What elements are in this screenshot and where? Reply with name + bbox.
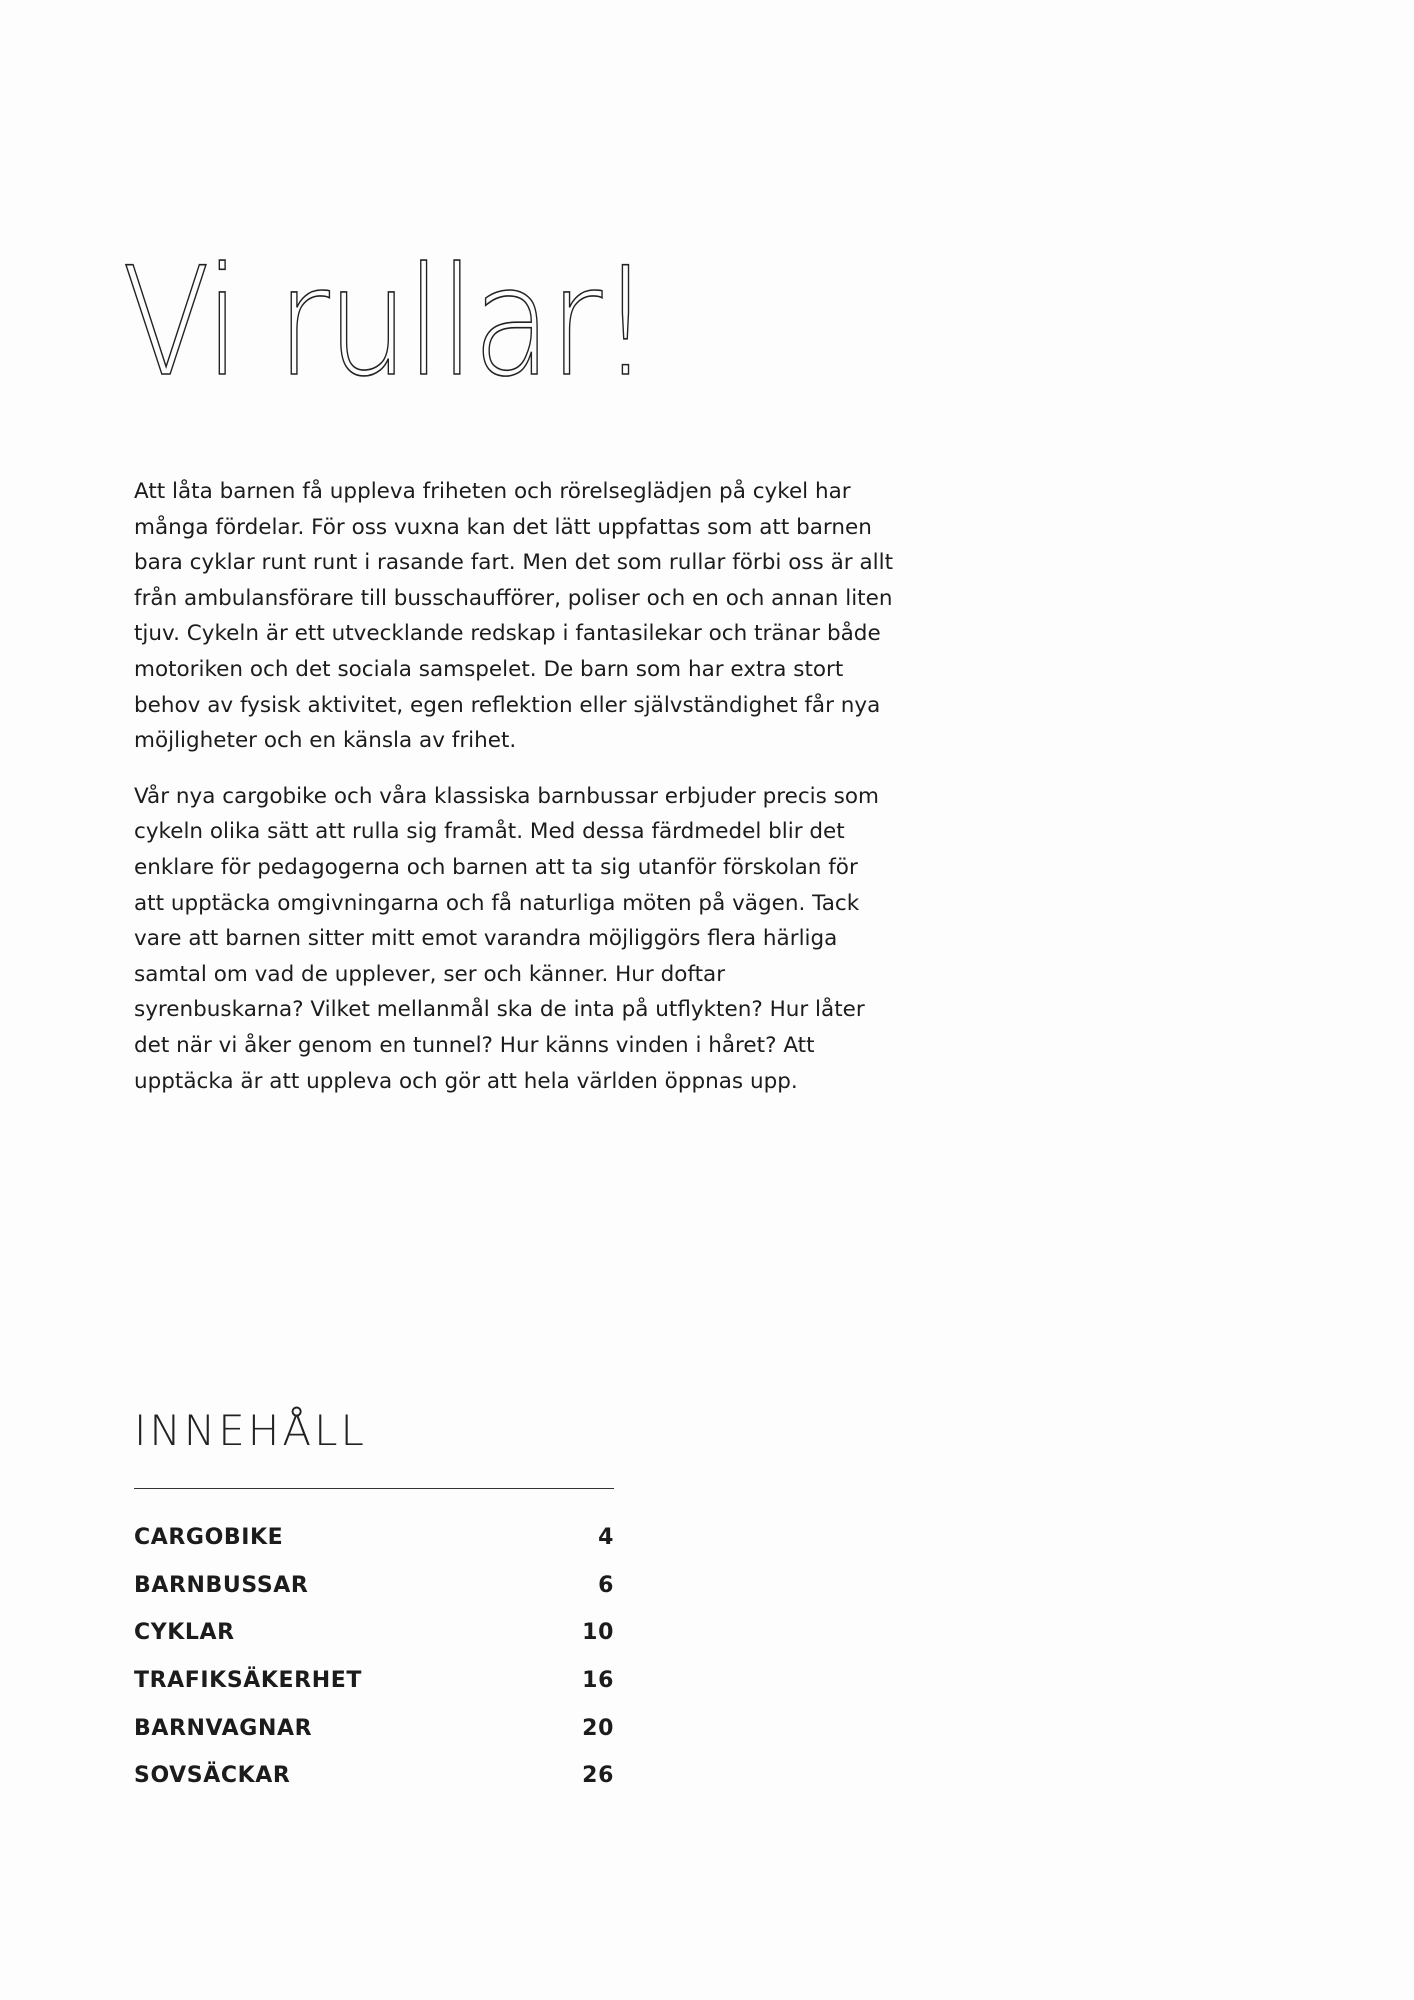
toc-item-trafiksakerhet[interactable]	[134, 1668, 614, 1716]
toc-item-label: BARNBUSSAR	[134, 1572, 309, 1598]
intro-paragraph: Att låta barnen få uppleva friheten och rörelseglädjen på cykel har många fördelar. För oss vuxna kan det lätt uppfattas som att barnen bara cyklar runt runt i rasande fart. Men det som rullar förbi oss är allt från ambulansförare till busschaufförer, poliser och en och annan liten tjuv. Cykeln är ett utvecklande redskap i fantasilekar och tränar både motoriken och det sociala samspelet. De barn som har extra stort behov av fysisk aktivitet, egen reflektion eller självständighet får nya möjligheter och en känsla av frihet.	[134, 479, 893, 754]
toc-item-label: BARNVAGNAR	[134, 1715, 313, 1741]
toc-item-page: 6	[598, 1572, 614, 1598]
toc-item-page: 16	[582, 1667, 614, 1693]
toc-item-barnvagnar[interactable]	[134, 1716, 614, 1764]
toc-heading: INNEHÅLL	[134, 1406, 367, 1455]
toc-item-cargobike[interactable]	[134, 1525, 614, 1573]
intro-paragraph: Vår nya cargobike och våra klassiska barnbussar erbjuder precis som cykeln olika sätt att rulla sig framåt. Med dessa färdmedel blir det enklare för pedagogerna och barnen att ta sig utanför förskolan för att upptäcka omgivningarna och få naturliga möten på vägen. Tack vare att barnen sitter mitt emot varandra möjliggörs flera härliga samtal om vad de upplever, ser och känner. Hur doftar syrenbuskarna? Vilket mellanmål ska de inta på utflykten? Hur låter det när vi åker genom en tunnel? Hur känns vinden i håret? Att upptäcka är att uppleva och gör att hela världen öppnas upp.	[134, 783, 879, 1094]
toc-item-label: CARGOBIKE	[134, 1525, 284, 1551]
toc-item-label: TRAFIKSÄKERHET	[134, 1667, 362, 1693]
toc-item-label: CYKLAR	[134, 1620, 235, 1646]
toc-divider	[134, 1488, 614, 1489]
toc-item-sovsackar[interactable]	[134, 1763, 614, 1811]
page-title	[122, 236, 649, 410]
toc-item-page: 20	[582, 1715, 614, 1741]
toc-item-page: 26	[582, 1763, 614, 1789]
toc-item-label: SOVSÄCKAR	[134, 1763, 291, 1789]
toc-item-page: 10	[582, 1620, 614, 1646]
toc-item-barnbussar[interactable]	[134, 1573, 614, 1621]
table-of-contents	[134, 1408, 614, 1811]
toc-item-cyklar[interactable]	[134, 1620, 614, 1668]
toc-list	[134, 1525, 614, 1811]
page-title-text: Vi rullar!	[122, 236, 649, 410]
intro-text	[134, 474, 894, 1119]
toc-item-page: 4	[598, 1525, 614, 1551]
